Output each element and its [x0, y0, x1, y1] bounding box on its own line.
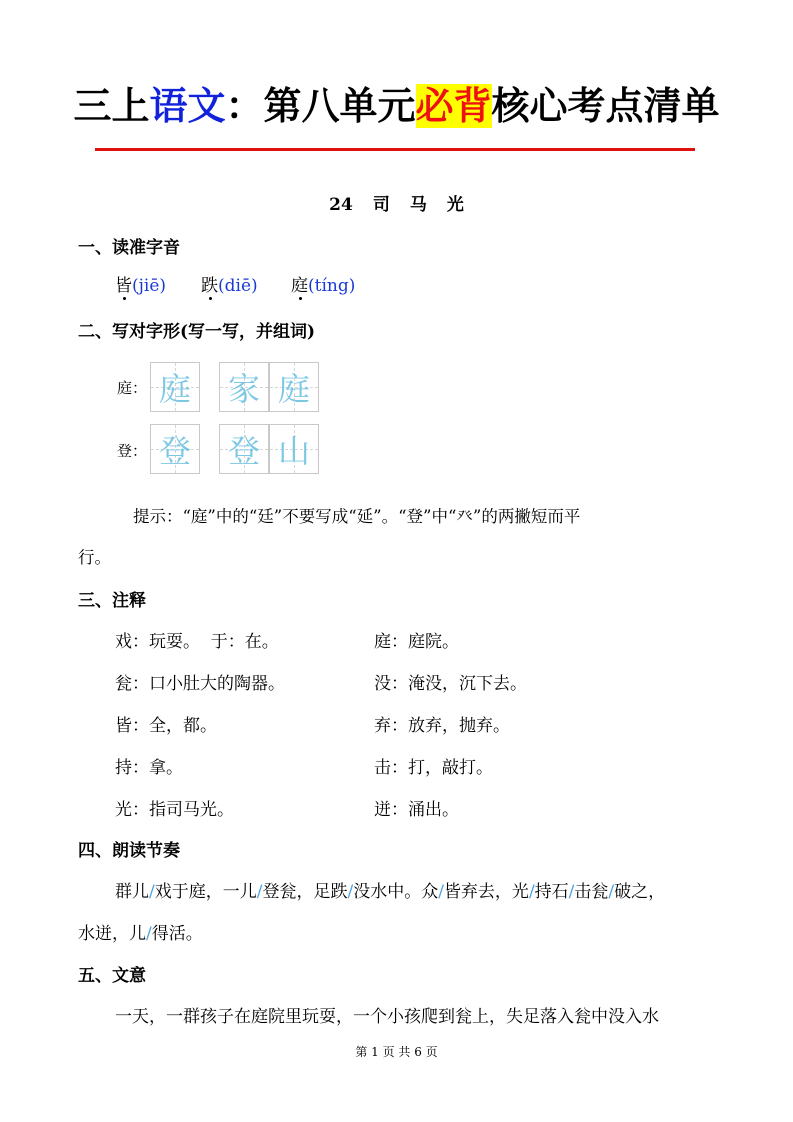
rhythm-segment: 群儿: [115, 882, 149, 902]
rhythm-segment: 得活。: [151, 924, 203, 944]
note-right: 迸：涌出。: [374, 800, 459, 820]
grid-char: 家: [227, 370, 260, 408]
tip-line: 提示：“庭”中的“廷”不要写成“延”。“登”中“癶”的两撇短而平: [133, 507, 581, 526]
title-part4: 必背: [415, 84, 492, 128]
note-right: 庭：庭院。: [374, 632, 459, 652]
grid-label: 登：: [117, 442, 148, 460]
grid-char: 山: [277, 432, 310, 470]
pinyin-char: 跌: [201, 271, 218, 296]
grid-char: 庭: [158, 370, 191, 408]
rhythm-segment: 皆弃去，光: [443, 882, 529, 902]
writing-grid: [150, 362, 200, 412]
writing-grid: [219, 362, 319, 412]
title-part1: 三上: [73, 84, 150, 128]
rhythm-segment: 破之，: [614, 882, 666, 902]
rhythm-slash: /: [528, 882, 535, 902]
title-part3: ：第八单元: [225, 84, 416, 128]
rhythm-slash: /: [347, 882, 354, 902]
note-left: 持：拿。: [115, 758, 183, 778]
rhythm-segment: 持石: [534, 882, 569, 902]
grid-char: 登: [227, 432, 260, 470]
note-right: 没：淹没，沉下去。: [374, 674, 527, 694]
title-part5: 核心考点清单: [491, 84, 720, 128]
writing-grid: [150, 424, 200, 474]
pinyin-item: [115, 271, 166, 296]
rhythm-slash: /: [608, 882, 615, 902]
grid-char: 登: [158, 432, 191, 470]
title-underline: [95, 148, 695, 151]
writing-grid: [219, 424, 319, 474]
note-left: 光：指司马光。: [115, 800, 234, 820]
pinyin-char: 皆: [115, 271, 132, 296]
rhythm-slash: /: [256, 882, 263, 902]
pinyin-char: 庭: [291, 271, 308, 296]
pinyin-item: [291, 271, 355, 296]
pinyin-text: (jiē): [132, 276, 167, 296]
rhythm-segment: 戏于庭，一儿: [154, 882, 257, 902]
grid-cell: [269, 362, 319, 412]
note-left: 瓮：口小肚大的陶器。: [115, 674, 285, 694]
pinyin-text: (diē): [218, 276, 258, 296]
page-footer: 第 1 页 共 6 页: [355, 1045, 438, 1059]
rhythm-segment: 没水中。众: [353, 882, 439, 902]
pinyin-item: [201, 271, 258, 296]
rhythm-segment: 水迸，儿: [78, 924, 146, 944]
section-heading: 五、文意: [78, 966, 146, 986]
note-left: 戏：玩耍。 于：在。: [115, 632, 279, 652]
rhythm-segment: 击瓮: [574, 882, 609, 902]
title-part2: 语文: [149, 84, 226, 128]
lesson-number: 24: [329, 195, 353, 215]
lesson-char: 光: [446, 195, 464, 215]
lesson-char: 马: [409, 195, 427, 215]
rhythm-line: [115, 877, 665, 902]
section-heading: 三、注释: [78, 591, 146, 611]
note-right: 击：打，敲打。: [374, 758, 493, 778]
page-title: [0, 80, 793, 132]
note-left: 皆：全，都。: [115, 716, 217, 736]
grid-label: 庭：: [117, 379, 148, 397]
section-heading: 一、读准字音: [78, 238, 180, 258]
rhythm-slash: /: [146, 924, 152, 944]
section-heading: 二、写对字形(写一写，并组词): [78, 322, 316, 342]
rhythm-segment: 登瓮，足跌: [262, 882, 348, 902]
note-right: 弃：放弃，抛弃。: [374, 716, 510, 736]
section-heading: 四、朗读节奏: [78, 841, 180, 861]
rhythm-slash: /: [568, 882, 575, 902]
lesson-char: 司: [372, 195, 390, 215]
rhythm-line: [78, 919, 203, 944]
lesson-title: [0, 190, 793, 215]
tip-line: 行。: [78, 548, 111, 567]
pinyin-text: (tíng): [308, 276, 356, 296]
rhythm-slash: /: [438, 882, 444, 902]
grid-cell: [219, 362, 269, 412]
grid-cell: [219, 424, 269, 474]
grid-char: 庭: [277, 370, 310, 408]
grid-cell: [269, 424, 319, 474]
meaning-line: 一天，一群孩子在庭院里玩耍，一个小孩爬到瓮上，失足落入瓮中没入水: [115, 1007, 659, 1027]
grid-cell: [150, 362, 200, 412]
rhythm-slash: /: [149, 882, 155, 902]
grid-cell: [150, 424, 200, 474]
